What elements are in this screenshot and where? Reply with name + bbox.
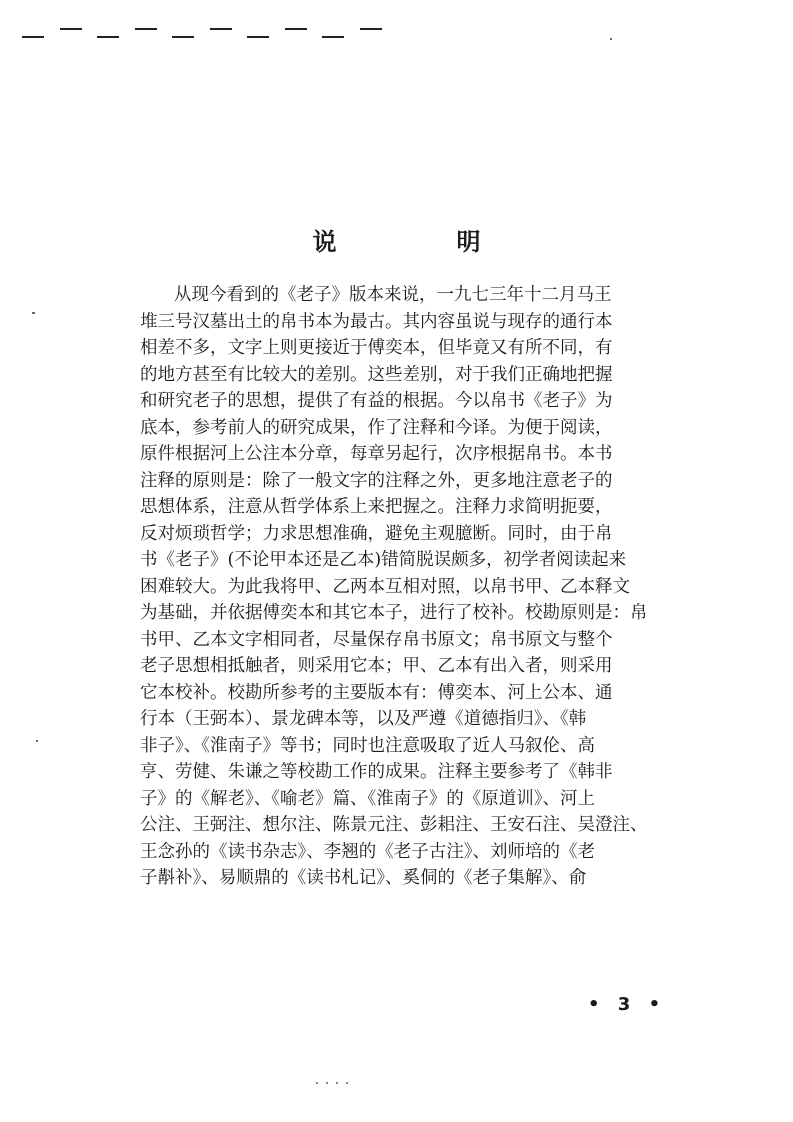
text-line: 困难较大。为此我将甲、乙两本互相对照，以帛书甲、乙本释文 bbox=[140, 576, 630, 597]
scan-speck bbox=[346, 1082, 348, 1084]
text-line: 从现今看到的《老子》版本来说，一九七三年十二月马王 bbox=[174, 285, 612, 305]
text-line: 的地方甚至有比较大的差别。这些差别，对于我们正确地把握 bbox=[140, 364, 613, 385]
text-line: 子斠补》、易顺鼎的《读书札记》、奚侗的《老子集解》、俞 bbox=[140, 868, 587, 888]
text-line: 它本校补。校勘所参考的主要版本有：傅奕本、河上公本、通 bbox=[140, 682, 613, 703]
text-line: 书《老子》(不论甲本还是乙本)错简脱误颇多，初学者阅读起来 bbox=[140, 550, 627, 570]
text-line: 公注、王弼注、想尔注、陈景元注、彭耜注、王安石注、吴澄注、 bbox=[140, 815, 648, 835]
body-text bbox=[140, 282, 660, 892]
dash-mark bbox=[172, 36, 194, 38]
text-line: 相差不多，文字上则更接近于傅奕本，但毕竟又有所不同，有 bbox=[140, 338, 613, 358]
dash-mark bbox=[360, 28, 382, 30]
text-line: 非子》、《淮南子》等书；同时也注意吸取了近人马叙伦、高 bbox=[140, 735, 595, 756]
dash-mark bbox=[135, 28, 157, 30]
text-line: 反对烦琐哲学；力求思想准确，避免主观臆断。同时，由于帛 bbox=[140, 523, 613, 544]
text-line: 思想体系，注意从哲学体系上来把握之。注释力求简明扼要， bbox=[140, 497, 613, 517]
dash-mark bbox=[22, 36, 44, 38]
dash-mark bbox=[210, 28, 232, 30]
page-number: • 3 • bbox=[588, 994, 667, 1015]
scan-speck bbox=[36, 740, 38, 742]
text-line: 王念孙的《读书杂志》、李翘的《老子古注》、刘师培的《老 bbox=[140, 841, 595, 862]
scan-speck bbox=[32, 312, 35, 314]
dash-mark bbox=[97, 36, 119, 38]
text-line: 子》的《解老》、《喻老》篇、《淮南子》的《原道训》、河上 bbox=[140, 788, 595, 809]
header-dash-rule bbox=[22, 20, 382, 40]
dash-mark bbox=[285, 28, 307, 30]
text-line: 注释的原则是：除了一般文字的注释之外，更多地注意老子的 bbox=[140, 470, 613, 491]
text-line: 堆三号汉墓出土的帛书本为最古。其内容虽说与现存的通行本 bbox=[140, 311, 613, 332]
scan-speck-row bbox=[316, 1082, 376, 1084]
page-title: 说 明 bbox=[312, 228, 529, 256]
text-line: 书甲、乙本文字相同者，尽量保存帛书原文；帛书原文与整个 bbox=[140, 629, 613, 650]
text-line: 原件根据河上公注本分章，每章另起行，次序根据帛书。本书 bbox=[140, 444, 613, 464]
text-line: 老子思想相抵触者，则采用它本；甲、乙本有出入者，则采用 bbox=[140, 656, 613, 676]
scan-speck bbox=[316, 1082, 318, 1084]
scan-speck bbox=[336, 1082, 338, 1084]
dash-mark bbox=[247, 36, 269, 38]
scan-speck bbox=[610, 38, 612, 40]
text-line: 为基础，并依据傅奕本和其它本子，进行了校补。校勘原则是：帛 bbox=[140, 603, 648, 623]
dash-mark bbox=[60, 28, 82, 30]
text-line: 亨、劳健、朱谦之等校勘工作的成果。注释主要参考了《韩非 bbox=[140, 762, 613, 782]
text-line: 和研究老子的思想，提供了有益的根据。今以帛书《老子》为 bbox=[140, 391, 613, 411]
text-line: 行本（王弼本）、景龙碑本等，以及严遵《道德指归》、《韩 bbox=[140, 709, 587, 729]
scan-speck bbox=[326, 1082, 328, 1084]
dash-mark bbox=[322, 36, 344, 38]
text-line: 底本，参考前人的研究成果，作了注释和今译。为便于阅读， bbox=[140, 417, 613, 438]
